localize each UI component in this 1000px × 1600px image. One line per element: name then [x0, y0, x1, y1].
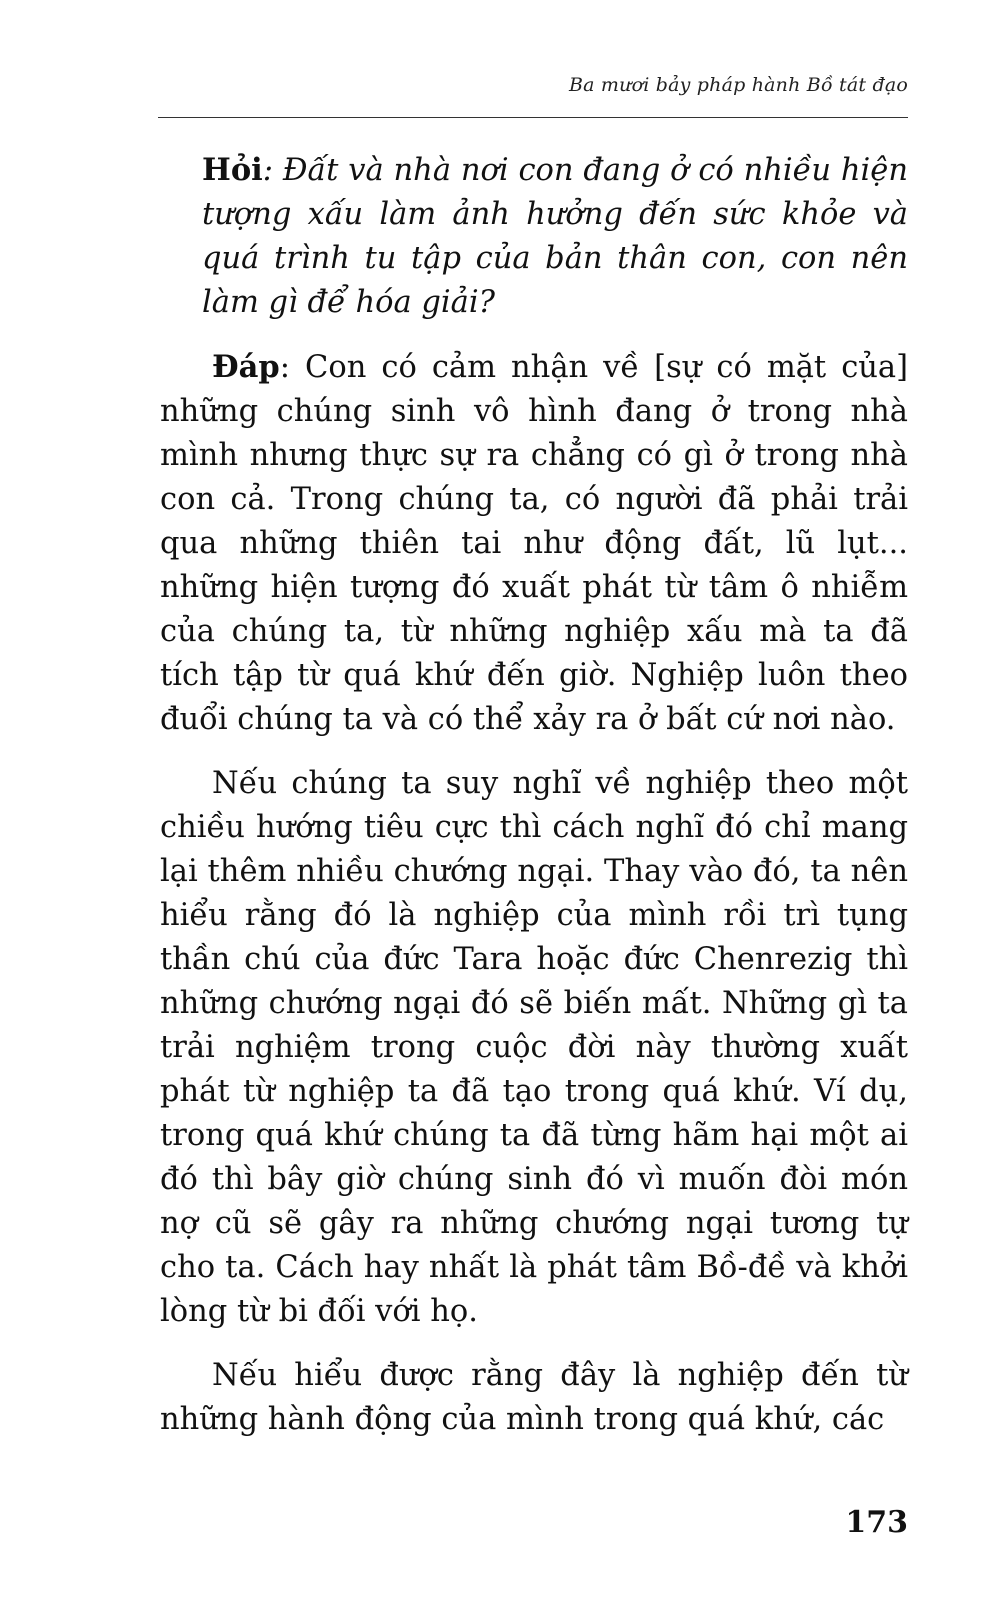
answer-separator: :: [279, 350, 306, 385]
page-number: 173: [845, 1505, 908, 1540]
answer-paragraph: [160, 345, 908, 742]
answer-label: Đáp: [212, 349, 280, 385]
question-label: Hỏi: [202, 152, 263, 188]
running-header-title: Ba mươi bảy pháp hành Bồ tát đạo: [568, 74, 908, 96]
page-body: [160, 148, 908, 1442]
question-separator: :: [262, 153, 283, 188]
body-paragraph-2: Nếu hiểu được rằng đây là nghiệp đến từ những hành động của mình trong quá khứ, các: [160, 1358, 908, 1437]
header-divider: [158, 117, 908, 118]
body-paragraph-1: Nếu chúng ta suy nghĩ về nghiệp theo một chiều hướng tiêu cực thì cách nghĩ đó chỉ mang lại thêm nhiều chướng ngại. Thay vào đó, ta nên hiểu rằng đó là nghiệp của mình rồi trì tụng thần chú của đức Tara hoặc đức Chenrezig thì những chướng ngại đó sẽ biến mất. Những gì ta trải nghiệm trong cuộc đời này thường xuất phát từ nghiệp ta đã tạo trong quá khứ. Ví dụ, trong quá khứ chúng ta đã từng hãm hại một ai đó thì bây giờ chúng sinh đó vì muốn đòi món nợ cũ sẽ gây ra những chướng ngại tương tự cho ta. Cách hay nhất là phát tâm Bồ-đề và khởi lòng từ bi đối với họ.: [160, 766, 908, 1329]
answer-text: Con có cảm nhận về [sự có mặt của] những chúng sinh vô hình đang ở trong nhà mình nhưng thực sự ra chẳng có gì ở trong nhà con cả. Trong chúng ta, có người đã phải trải qua những thiên tai như động đất, lũ lụt... những hiện tượng đó xuất phát từ tâm ô nhiễm của chúng ta, từ những nghiệp xấu mà ta đã tích tập từ quá khứ đến giờ. Nghiệp luôn theo đuổi chúng ta và có thể xảy ra ở bất cứ nơi nào.: [160, 350, 908, 737]
question-paragraph: [160, 148, 908, 325]
question-text: Đất và nhà nơi con đang ở có nhiều hiện tượng xấu làm ảnh hưởng đến sức khỏe và quá trình tu tập của bản thân con, con nên làm gì để hóa giải?: [202, 153, 908, 320]
